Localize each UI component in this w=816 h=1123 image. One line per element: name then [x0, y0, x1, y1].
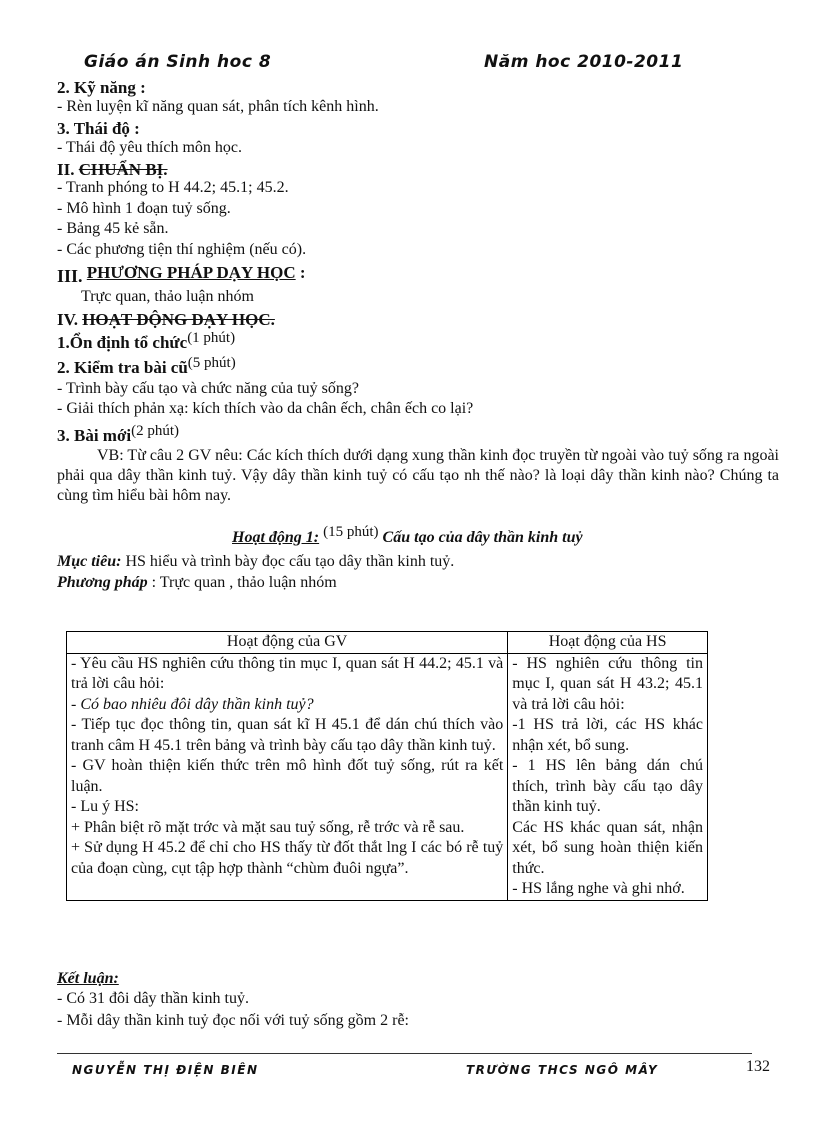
gv-line: - Có bao nhiêu đôi dây thần kinh tuỷ? — [71, 695, 314, 713]
prep-item: - Bảng 45 kẻ sẵn. — [57, 220, 169, 237]
goal-label: Mục tiêu: — [57, 553, 122, 570]
section-prep-num: II. — [57, 160, 75, 179]
section-prep-title: CHUẨN BỊ. — [78, 160, 168, 179]
section-attitude-title: 3. Thái độ : — [57, 119, 140, 138]
step1-title: 1.Ổn định tổ chức — [57, 333, 188, 352]
gv-cell — [67, 653, 508, 900]
section-method-heading — [57, 262, 306, 286]
activity1-label: Hoạt động 1: — [232, 529, 320, 546]
step3-heading — [57, 423, 180, 446]
footer-school: TRƯỜNG THCS NGÔ MÂY — [466, 1063, 659, 1077]
section-activities-title: HOẠT ĐỘNG DẠY HỌC. — [82, 310, 275, 329]
step3-time: (2 phút) — [131, 423, 180, 439]
table-header-gv: Hoạt động của GV — [67, 632, 508, 654]
hs-cell — [508, 653, 708, 900]
conclusion-item: - Có 31 đôi dây thần kinh tuỷ. — [57, 990, 249, 1007]
conclusion-label: Kết luận: — [57, 970, 119, 987]
method-label: Phương pháp — [57, 574, 148, 591]
step3-intro: VB: Từ câu 2 GV nêu: Các kích thích dưới dạng xung thần kinh đọc truyền từ ngoài vào tuỷ sống ra ngoài phải qua dây thần kinh tuỷ. Vậy dây thần kinh tuỷ có cấu tạo nh thế nào? là loại dây thần kinh nào? Chúng ta cùng tìm hiểu bài hôm nay. — [57, 447, 779, 504]
step2-title: 2. Kiểm tra bài cũ — [57, 358, 188, 377]
hs-line: - HS lắng nghe và ghi nhớ. — [512, 880, 685, 897]
section-method-colon: : — [299, 263, 306, 282]
section-skills-title: 2. Kỹ năng : — [57, 78, 146, 97]
footer-author: NGUYỄN THỊ ĐIỆN BIÊN — [72, 1063, 259, 1077]
hs-line: - HS nghiên cứu thông tin mục I, quan sát H 43.2; 45.1 và trả lời câu hỏi: — [512, 654, 703, 713]
hs-line: - 1 HS lên bảng dán chú thích, trình bày cấu tạo dây thần kinh tuỷ. — [512, 757, 703, 815]
gv-line: - Lu ý HS: — [71, 798, 139, 815]
conclusion-item: - Mỗi dây thần kinh tuỷ đọc nối với tuỷ sống gồm 2 rễ: — [57, 1012, 409, 1029]
step2-heading — [57, 355, 236, 378]
step2-question: - Trình bày cấu tạo và chức năng của tuỷ sống? — [57, 380, 359, 397]
goal-line — [57, 553, 454, 571]
gv-line: - GV hoàn thiện kiến thức trên mô hình đốt tuỷ sống, rút ra kết luận. — [71, 757, 504, 795]
table-header-row — [67, 632, 708, 654]
table-row — [67, 653, 708, 900]
section-method-num: III. — [57, 266, 83, 286]
gv-line: - Yêu cầu HS nghiên cứu thông tin mục I, quan sát H 44.2; 45.1 và trả lời câu hỏi: — [71, 654, 504, 692]
activity1-title: Cấu tạo của dây thần kinh tuỷ — [382, 529, 583, 546]
section-activities-heading — [57, 310, 275, 330]
gv-line: + Sử dụng H 45.2 để chỉ cho HS thấy từ đốt thắt lng I các bó rễ tuỷ của đoạn cùng, cụt tập hợp thành “chùm đuôi ngựa”. — [71, 839, 504, 877]
section-skills-item: - Rèn luyện kĩ năng quan sát, phân tích kênh hình. — [57, 98, 379, 115]
prep-item: - Mô hình 1 đoạn tuỷ sống. — [57, 200, 231, 217]
section-method-title: PHƯƠNG PHÁP DẠY HỌC — [86, 263, 296, 282]
method-text: : Trực quan , thảo luận nhóm — [147, 574, 337, 591]
activity-table — [66, 631, 708, 901]
activity1-time: (15 phút) — [323, 524, 379, 540]
prep-item: - Tranh phóng to H 44.2; 45.1; 45.2. — [57, 179, 289, 196]
hs-line: -1 HS trả lời, các HS khác nhận xét, bổ sung. — [512, 716, 703, 754]
table-header-hs: Hoạt động của HS — [508, 632, 708, 654]
section-method-text: Trực quan, thảo luận nhóm — [81, 288, 254, 305]
header-left: Giáo án Sinh hoc 8 — [84, 52, 272, 72]
step3-title: 3. Bài mới — [57, 426, 132, 445]
gv-line: + Phân biệt rõ mặt trớc và mặt sau tuỷ sống, rễ trớc và rễ sau. — [71, 818, 465, 836]
step1-heading — [57, 330, 236, 353]
page-number: 132 — [746, 1058, 770, 1075]
method-line — [57, 574, 337, 592]
section-attitude-item: - Thái độ yêu thích môn học. — [57, 139, 242, 156]
section-prep-heading — [57, 160, 168, 180]
section-activities-num: IV. — [57, 310, 78, 329]
step1-time: (1 phút) — [187, 330, 236, 346]
header-right: Năm hoc 2010-2011 — [484, 52, 684, 72]
step2-time: (5 phút) — [187, 355, 236, 371]
step2-question: - Giải thích phản xạ: kích thích vào da chân ếch, chân ếch co lại? — [57, 400, 474, 417]
prep-item: - Các phương tiện thí nghiệm (nếu có). — [57, 241, 307, 258]
goal-text: HS hiểu và trình bày đọc cấu tạo dây thần kinh tuỷ. — [121, 553, 455, 570]
activity1-heading — [232, 524, 583, 547]
hs-line: Các HS khác quan sát, nhận xét, bổ sung hoàn thiện kiến thức. — [512, 818, 703, 877]
gv-line: - Tiếp tục đọc thông tin, quan sát kĩ H 45.1 để dán chú thích vào tranh câm H 45.1 trên bảng và trình bày cấu tạo dây thần kinh tuỷ. — [71, 716, 504, 754]
footer-divider — [57, 1053, 752, 1054]
